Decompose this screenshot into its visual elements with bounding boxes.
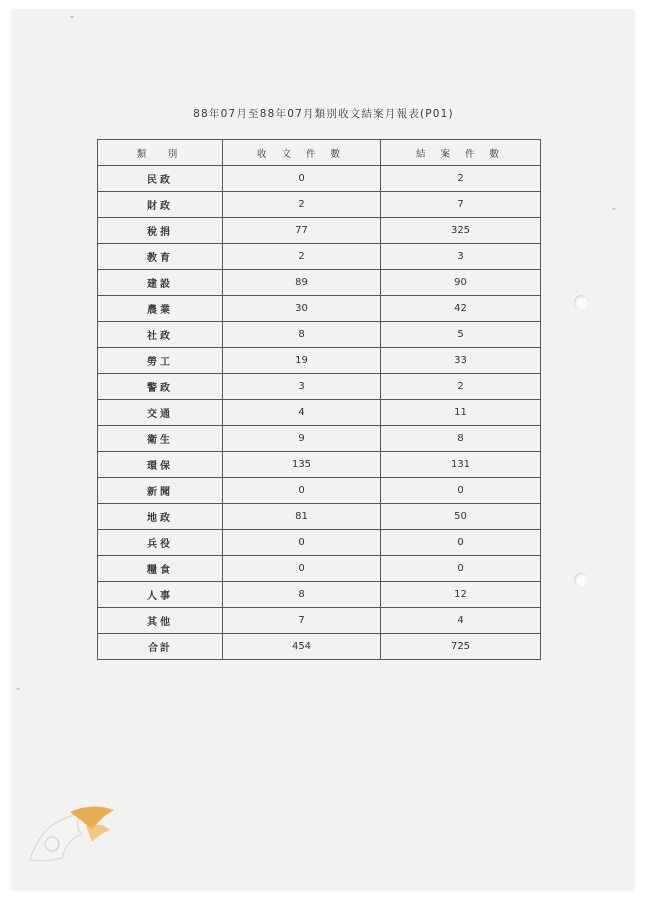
row-closed: 2 (381, 166, 541, 192)
row-category: 交通 (98, 400, 223, 426)
row-closed: 0 (381, 556, 541, 582)
row-closed: 11 (381, 400, 541, 426)
row-closed: 3 (381, 244, 541, 270)
row-received: 30 (223, 296, 381, 322)
table-row (98, 244, 541, 270)
row-received: 8 (223, 582, 381, 608)
row-category: 建設 (98, 270, 223, 296)
table-row (98, 608, 541, 634)
total-received: 454 (223, 634, 381, 660)
table-row (98, 556, 541, 582)
row-closed: 12 (381, 582, 541, 608)
row-category: 勞工 (98, 348, 223, 374)
row-closed: 325 (381, 218, 541, 244)
row-category: 人事 (98, 582, 223, 608)
header-received: 收 文 件 數 (223, 140, 381, 166)
row-category: 新聞 (98, 478, 223, 504)
table-row (98, 166, 541, 192)
table-row (98, 296, 541, 322)
row-received: 0 (223, 478, 381, 504)
archive-logo (22, 800, 122, 875)
row-received: 19 (223, 348, 381, 374)
row-category: 其他 (98, 608, 223, 634)
row-closed: 0 (381, 478, 541, 504)
paper-speck (70, 16, 74, 18)
total-label: 合計 (98, 634, 223, 660)
row-closed: 50 (381, 504, 541, 530)
table-row (98, 218, 541, 244)
row-category: 農業 (98, 296, 223, 322)
row-closed: 33 (381, 348, 541, 374)
row-received: 8 (223, 322, 381, 348)
row-received: 89 (223, 270, 381, 296)
row-received: 77 (223, 218, 381, 244)
row-closed: 8 (381, 426, 541, 452)
row-closed: 90 (381, 270, 541, 296)
row-category: 警政 (98, 374, 223, 400)
row-received: 9 (223, 426, 381, 452)
table-row (98, 452, 541, 478)
table-row (98, 270, 541, 296)
row-closed: 2 (381, 374, 541, 400)
row-closed: 7 (381, 192, 541, 218)
row-received: 0 (223, 530, 381, 556)
row-received: 7 (223, 608, 381, 634)
row-category: 地政 (98, 504, 223, 530)
row-category: 教育 (98, 244, 223, 270)
row-received: 0 (223, 556, 381, 582)
total-closed: 725 (381, 634, 541, 660)
total-row (98, 634, 541, 660)
row-category: 糧食 (98, 556, 223, 582)
header-category: 類 別 (98, 140, 223, 166)
table-row (98, 478, 541, 504)
row-received: 135 (223, 452, 381, 478)
paper-speck (16, 688, 20, 690)
table-row (98, 322, 541, 348)
report-title: 88年07月至88年07月類別收文結案月報表(P01) (193, 108, 454, 120)
table-row (98, 192, 541, 218)
logo-accent-shape (86, 825, 110, 842)
row-received: 0 (223, 166, 381, 192)
punch-hole-bottom (574, 573, 588, 587)
logo-map-shape (30, 814, 82, 861)
row-closed: 5 (381, 322, 541, 348)
row-category: 環保 (98, 452, 223, 478)
row-received: 4 (223, 400, 381, 426)
table-row (98, 348, 541, 374)
header-closed: 結 案 件 數 (381, 140, 541, 166)
row-category: 民政 (98, 166, 223, 192)
row-category: 社政 (98, 322, 223, 348)
row-closed: 42 (381, 296, 541, 322)
paper-speck (612, 208, 616, 210)
row-received: 2 (223, 192, 381, 218)
row-received: 81 (223, 504, 381, 530)
table-row (98, 504, 541, 530)
report-table (97, 139, 541, 660)
table-row (98, 530, 541, 556)
row-closed: 131 (381, 452, 541, 478)
row-received: 2 (223, 244, 381, 270)
table-row (98, 400, 541, 426)
row-closed: 0 (381, 530, 541, 556)
table-row (98, 426, 541, 452)
row-closed: 4 (381, 608, 541, 634)
table-row (98, 582, 541, 608)
table-row (98, 374, 541, 400)
row-category: 稅捐 (98, 218, 223, 244)
table-header-row (98, 140, 541, 166)
row-category: 衛生 (98, 426, 223, 452)
row-category: 兵役 (98, 530, 223, 556)
row-category: 財政 (98, 192, 223, 218)
row-received: 3 (223, 374, 381, 400)
punch-hole-top (574, 295, 588, 309)
